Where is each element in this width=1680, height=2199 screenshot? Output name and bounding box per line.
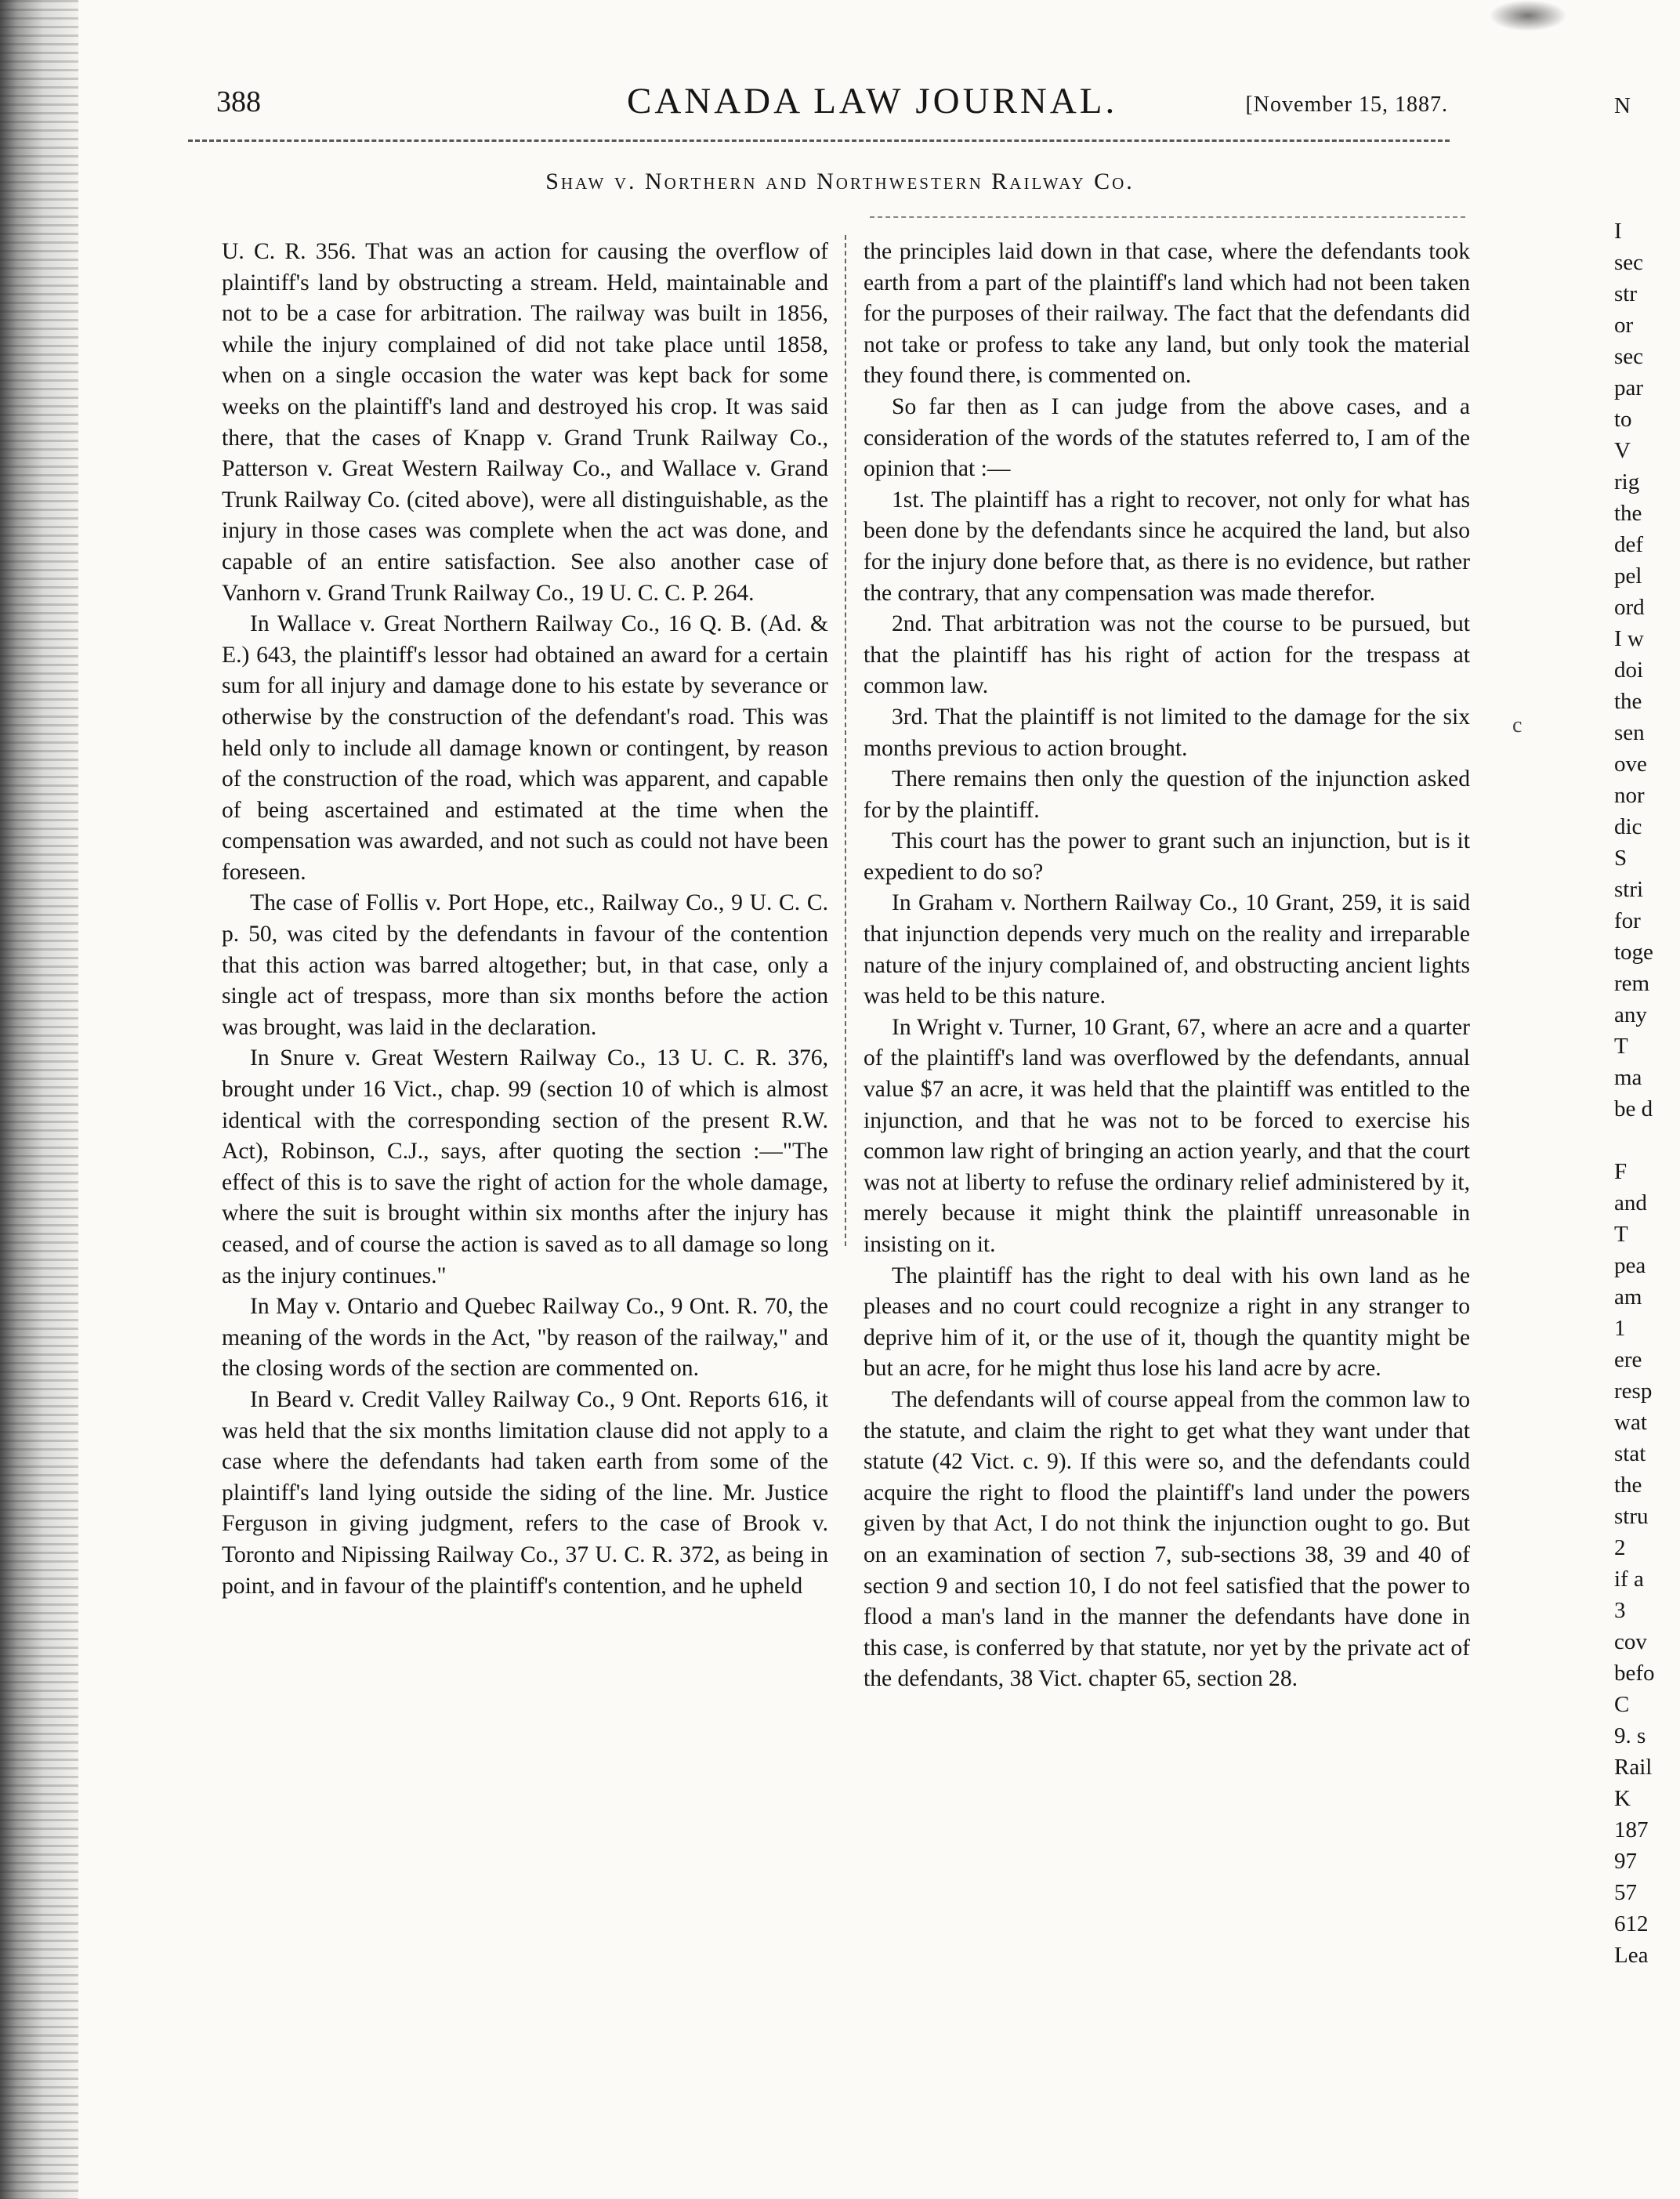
next-page-fragment: dic [1614,814,1642,839]
next-page-fragment: K [1614,1786,1631,1811]
next-page-fragment: any [1614,1002,1647,1027]
next-page-fragment: pea [1614,1253,1646,1278]
next-page-fragment: Lea [1614,1943,1649,1968]
next-page-fragment: rem [1614,971,1650,996]
next-page-fragment: resp [1614,1378,1653,1404]
paragraph: The case of Follis v. Port Hope, etc., Railway Co., 9 U. C. C. p. 50, was cited by the defendants in favour of the contention that this action was barred altogether; but, in that case, only a single act of trespass, more than six months before the action was brought, was laid in the declaration. [222,890,828,1040]
next-page-fragment: 57 [1614,1880,1637,1905]
edge-mark: c [1512,713,1522,737]
next-page-fragment: T [1614,1034,1628,1059]
next-page-fragment: 1 [1614,1316,1626,1341]
next-page-fragment [1614,184,1680,216]
title-rule [870,216,1465,218]
next-page-fragment: to [1614,407,1632,432]
next-page-fragment: I w [1614,626,1644,651]
next-page-fragment: str [1614,281,1637,306]
next-page-fragment: stri [1614,877,1644,902]
paragraph: In Snure v. Great Western Railway Co., 13 U. C. R. 376, brought under 16 Vict., chap. 99 (section 10 of which is almost identical with the corresponding section of the present R.W. Act), Robinson, C.J., says, after quoting the section :—"The effect of this is to save the right of action for the whole damage, where the suit is brought within six months after the injury has ceased, and of course the action is saved as to all damage so long as the injury continues." [222,1045,828,1288]
next-page-fragment: pel [1614,563,1642,589]
next-page-fragment: stru [1614,1504,1649,1529]
next-page-fragment: sec [1614,344,1644,369]
next-page-fragment: and [1614,1190,1647,1215]
next-page-fragment: C [1614,1692,1630,1717]
next-page-fragment: toge [1614,940,1653,965]
page-header [212,81,1457,139]
paragraph: This court has the power to grant such an injunction, but is it expedient to do so? [864,828,1470,885]
scan-speck [1489,0,1567,31]
column-divider [845,235,846,1246]
paragraph: The defendants will of course appeal from the common law to the statute, and claim the right to get what they want under that statute (42 Vict. c. 9). If this were so, and the defendants could acquire the right to flood the plaintiff's land under the powers given by that Act, I do not think the injunction ought to go. But on an examination of section 7, sub-sections 38, 39 and 40 of section 9 and section 10, I do not feel satisfied that the power to flood a man's land in the manner the defendants have done in this case, is conferred by that statute, nor yet by the private act of the defendants, 38 Vict. chapter 65, section 28. [864,1386,1470,1692]
next-page-fragment: nor [1614,783,1645,808]
next-page-edge [1614,90,1680,2049]
next-page-fragment: 187 [1614,1817,1649,1842]
paragraph: In Graham v. Northern Railway Co., 10 Grant, 259, it is said that injunction depends very much on the reality and irreparable nature of the injury complained of, and obstructing ancient lights was held to be this nature. [864,890,1470,1009]
next-page-fragment: S [1614,846,1628,871]
next-page-fragment: stat [1614,1441,1646,1466]
next-page-fragment: cov [1614,1629,1647,1654]
next-page-fragment: N [1614,93,1631,118]
next-page-fragment: 3 [1614,1598,1626,1623]
paragraph: 2nd. That arbitration was not the course to be pursued, but that the plaintiff has his right of action for the trespass at common law. [864,611,1470,699]
next-page-fragment: 2 [1614,1535,1626,1560]
next-page-fragment: def [1614,532,1644,557]
next-page-fragment: F [1614,1159,1628,1184]
page-number: 388 [216,85,261,118]
next-page-fragment: the [1614,689,1642,714]
next-page-fragment [1614,153,1680,184]
paragraph: In Wallace v. Great Northern Railway Co., 16 Q. B. (Ad. & E.) 643, the plaintiff's lessor had obtained an award for a certain sum for all injury and damage done to his estate by severance or otherwise by the construction of the defendant's road. This was held only to include all damage known or contingent, by reason of the construction of the road, which was apparent, and capable of being ascertained and estimated at the time when the compensation was awarded, and not such as could not have been foreseen. [222,611,828,885]
next-page-fragment: par [1614,375,1644,400]
paragraph: the principles laid down in that case, where the defendants took earth from a part of the plaintiff's land which had not been taken for the purposes of their railway. The fact that the defendants did not take or profess to take any land, but only took the material they found there, is commented on. [864,239,1470,389]
paragraph: 1st. The plaintiff has a right to recover, not only for what has been done by the defendants since he acquired the land, but also for the injury done before that, as there is no evidence, but rather the contrary, that any compensation was made therefor. [864,487,1470,606]
next-page-fragment: the [1614,1473,1642,1498]
next-page-fragment: T [1614,1222,1628,1247]
paragraph: In Wright v. Turner, 10 Grant, 67, where an acre and a quarter of the plaintiff's land was overflowed by the defendants, annual value $7 an acre, it was held that the plaintiff was entitled to the injunction, and that he was not to be forced to exercise his common law right of bringing an action yearly, and that the court was not at liberty to refuse the ordinary relief administered by it, merely because it might think the plaintiff unreasonable in insisting on it. [864,1014,1470,1257]
header-rule [188,139,1450,142]
next-page-fragment: for [1614,908,1641,933]
next-page-fragment: be d [1614,1096,1653,1121]
paragraph: U. C. R. 356. That was an action for causing the overflow of plaintiff's land by obstructing a stream. Held, maintainable and not to be a case for arbitration. The railway was built in 1856, while the injury complained of did not take place until 1858, when on a single occasion the water was kept back for some weeks on the plaintiff's land and destroyed his crop. It was said there, that the cases of Knapp v. Grand Trunk Railway Co., Patterson v. Great Western Railway Co., and Wallace v. Grand Trunk Railway Co. (cited above), were all distinguishable, as the injury in those cases was complete when the act was done, and capable of an entire satisfaction. See also another case of Vanhorn v. Grand Trunk Railway Co., 19 U. C. C. P. 264. [222,239,828,606]
next-page-fragment: 97 [1614,1849,1637,1874]
next-page-fragment: the [1614,501,1642,526]
next-page-fragment [1614,1125,1680,1156]
next-page-fragment: V [1614,438,1631,463]
next-page-fragment: ord [1614,595,1645,620]
next-page-fragment: if a [1614,1567,1644,1592]
next-page-fragment: ere [1614,1347,1642,1372]
paragraph: There remains then only the question of the injunction asked for by the plaintiff. [864,766,1470,823]
next-page-fragment: wat [1614,1410,1647,1435]
issue-date: [November 15, 1887. [1245,92,1448,117]
next-page-fragment [1614,121,1680,153]
next-page-fragment: ove [1614,752,1647,777]
next-page-fragment: or [1614,313,1634,338]
right-column [864,237,1470,2063]
next-page-fragment: sen [1614,720,1645,745]
paragraph: In May v. Ontario and Quebec Railway Co., 9 Ont. R. 70, the meaning of the words in the Act, "by reason of the railway," and the closing words of the section are commented on. [222,1294,828,1382]
paragraph: So far then as I can judge from the above cases, and a consideration of the words of the statutes referred to, I am of the opinion that :— [864,393,1470,482]
next-page-fragment: I [1614,219,1622,244]
journal-title: CANADA LAW JOURNAL. [627,81,1118,121]
next-page-fragment: ma [1614,1065,1642,1090]
paragraph: 3rd. That the plaintiff is not limited to the damage for the six months previous to action brought. [864,704,1470,761]
paragraph: In Beard v. Credit Valley Railway Co., 9 Ont. Reports 616, it was held that the six months limitation clause did not apply to a case where the defendants had taken earth from some of the plaintiff's land lying outside the siding of the line. Mr. Justice Ferguson in giving judgment, refers to the case of Brook v. Toronto and Nipissing Railway Co., 37 U. C. R. 372, as being in point, and in favour of the plaintiff's contention, and he upheld [222,1386,828,1599]
next-page-fragment: sec [1614,250,1644,275]
case-title: Shaw v. Northern and Northwestern Railway Co. [545,168,1135,194]
next-page-fragment: doi [1614,658,1644,683]
next-page-fragment: befo [1614,1661,1655,1686]
next-page-fragment: 9. s [1614,1723,1646,1748]
next-page-fragment: 612 [1614,1911,1649,1936]
next-page-fragment: am [1614,1284,1642,1310]
left-column [222,237,828,2063]
next-page-fragment: rig [1614,469,1640,495]
book-binding-edge [0,0,78,2199]
next-page-fragment: Rail [1614,1755,1653,1780]
paragraph: The plaintiff has the right to deal with his own land as he pleases and no court could recognize a right in any stranger to deprive him of it, or the use of it, though the quantity might be but an acre, for he might thus lose his land acre by acre. [864,1263,1470,1382]
